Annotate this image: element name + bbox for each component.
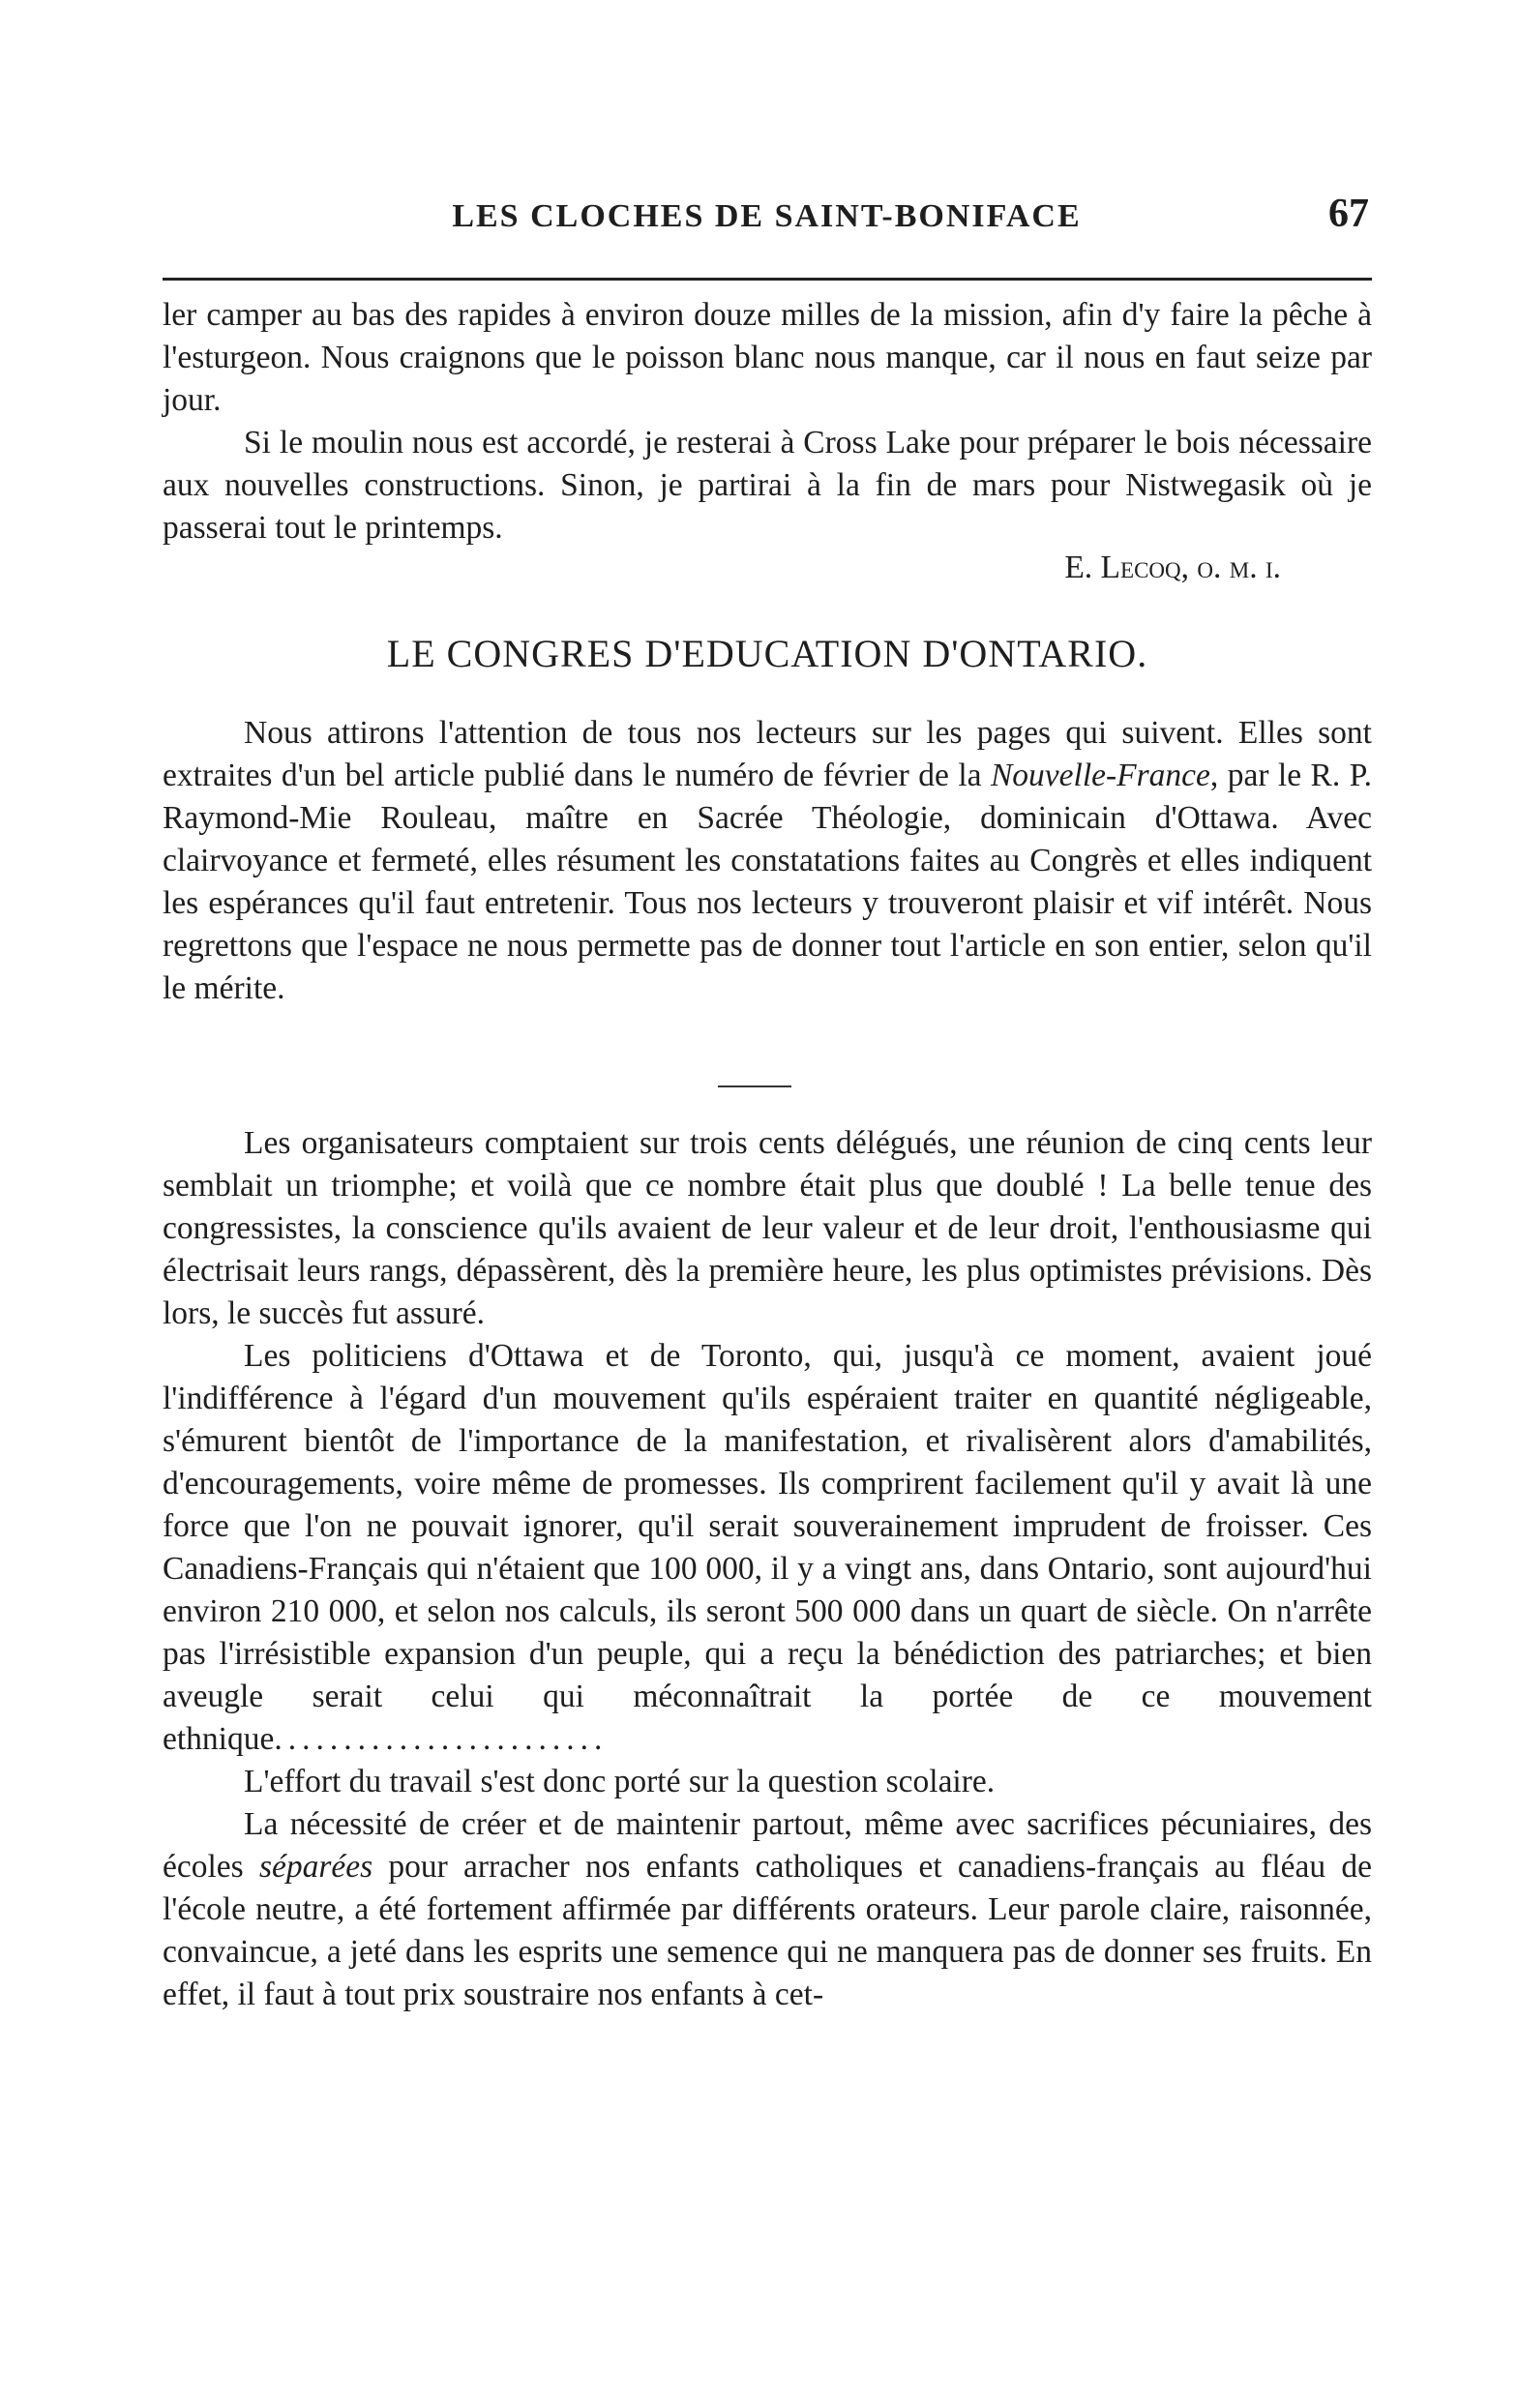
running-head: [164, 192, 1369, 256]
section-intro: [163, 712, 1372, 1010]
section-title: LE CONGRES D'EDUCATION D'ONTARIO.: [386, 632, 1148, 675]
letter-paragraph-continued: ler camper au bas des rapides à environ douze milles de la mission, afin d'y faire la pêche à l'esturgeon. Nous craignons que le poisson blanc nous manque, car il nous en faut seize par jour.: [163, 297, 1372, 418]
article-paragraph-1: Les organisateurs comptaient sur trois cents délégués, une réunion de cinq cents leur semblait un triomphe; et voilà que ce nombre était plus que doublé ! La belle tenue des congressistes, la conscience qu'ils avaient de leur valeur et de leur droit, l'enthousiasme qui électrisait leurs rangs, dépassèrent, dès la première heure, les plus optimistes prévisions. Dès lors, le succès fut assuré.: [163, 1125, 1372, 1331]
journal-title: Nouvelle-France: [990, 758, 1210, 793]
article-paragraph-4-text-1: La nécessité de créer et de maintenir partout, même avec sacrifices pécuniaires, des écoles: [163, 1806, 1372, 1885]
article-paragraph-4: [163, 1803, 1372, 2016]
signature-name: E. Lecoq,: [1064, 550, 1190, 585]
running-title: LES CLOCHES DE SAINT-BONIFACE: [452, 198, 1082, 234]
signature-order: o. m. i.: [1197, 550, 1281, 585]
article-paragraph-2-text: Les politiciens d'Ottawa et de Toronto, qui, jusqu'à ce moment, avaient joué l'indifférence à l'égard d'un mouvement qu'ils espéraient traiter en quantité négligeable, s'émurent bientôt de l'importance de la manifestation, et rivalisèrent alors d'amabilités, d'encouragements, voire même de promesses. Ils comprirent facilement qu'il y avait là une force que l'on ne pouvait ignorer, qu'il serait souverainement imprudent de froisser. Ces Canadiens-Français qui n'étaient que 100 000, il y a vingt ans, dans Ontario, sont aujourd'hui environ 210 000, et selon nos calculs, ils seront 500 000 dans un quart de siècle. On n'arrête pas l'irrésistible expansion d'un peuple, qui a reçu la bénédiction des patriarches; et bien aveugle serait celui qui méconnaîtrait la portée de ce mouvement ethnique: [163, 1338, 1372, 1757]
article-body: [163, 1122, 1372, 2016]
intro-text-1: Nous attirons l'attention de tous nos lecteurs sur les pages qui suivent. Elles sont extraites d'un bel article publié dans le numéro de février de la: [163, 715, 1372, 793]
letter-paragraph: Si le moulin nous est accordé, je resterai à Cross Lake pour préparer le bois nécessaire aux nouvelles constructions. Sinon, je partirai à la fin de mars pour Nistwegasik où je passerai tout le printemps.: [163, 425, 1372, 546]
article-paragraph-2: [163, 1335, 1372, 1761]
emphasis-separees: séparées: [258, 1849, 373, 1885]
letter-signature: [1064, 550, 1281, 586]
intro-paragraph: [163, 712, 1372, 1010]
article-paragraph-3: L'effort du travail s'est donc porté sur la question scolaire.: [244, 1764, 996, 1799]
section-separator: [718, 1085, 791, 1087]
article-paragraph-4-text-2: pour arracher nos enfants catholiques et canadiens-français au fléau de l'école neutre, a été fortement affirmée par différents orateurs. Leur parole claire, raisonnée, convaincue, a jeté dans les esprits une semence qui ne manquera pas de donner ses fruits. En effet, il faut à tout prix soustraire nos enfants à cet-: [163, 1849, 1372, 2012]
intro-text-2: , par le R. P. Raymond-Mie Rouleau, maître en Sacrée Théologie, dominicain d'Ottawa. Avec clairvoyance et fermeté, elles résument les constatations faites au Congrès et elles indiquent les espérances qu'il faut entretenir. Tous nos lecteurs y trouveront plaisir et vif intérêt. Nous regrettons que l'espace ne nous permette pas de donner tout l'article en son entier, selon qu'il le mérite.: [163, 758, 1372, 1006]
page-number: 67: [1328, 192, 1369, 236]
leader-dots: ........................: [274, 1721, 609, 1757]
letter-ending: [163, 294, 1372, 550]
header-rule: [163, 278, 1372, 281]
